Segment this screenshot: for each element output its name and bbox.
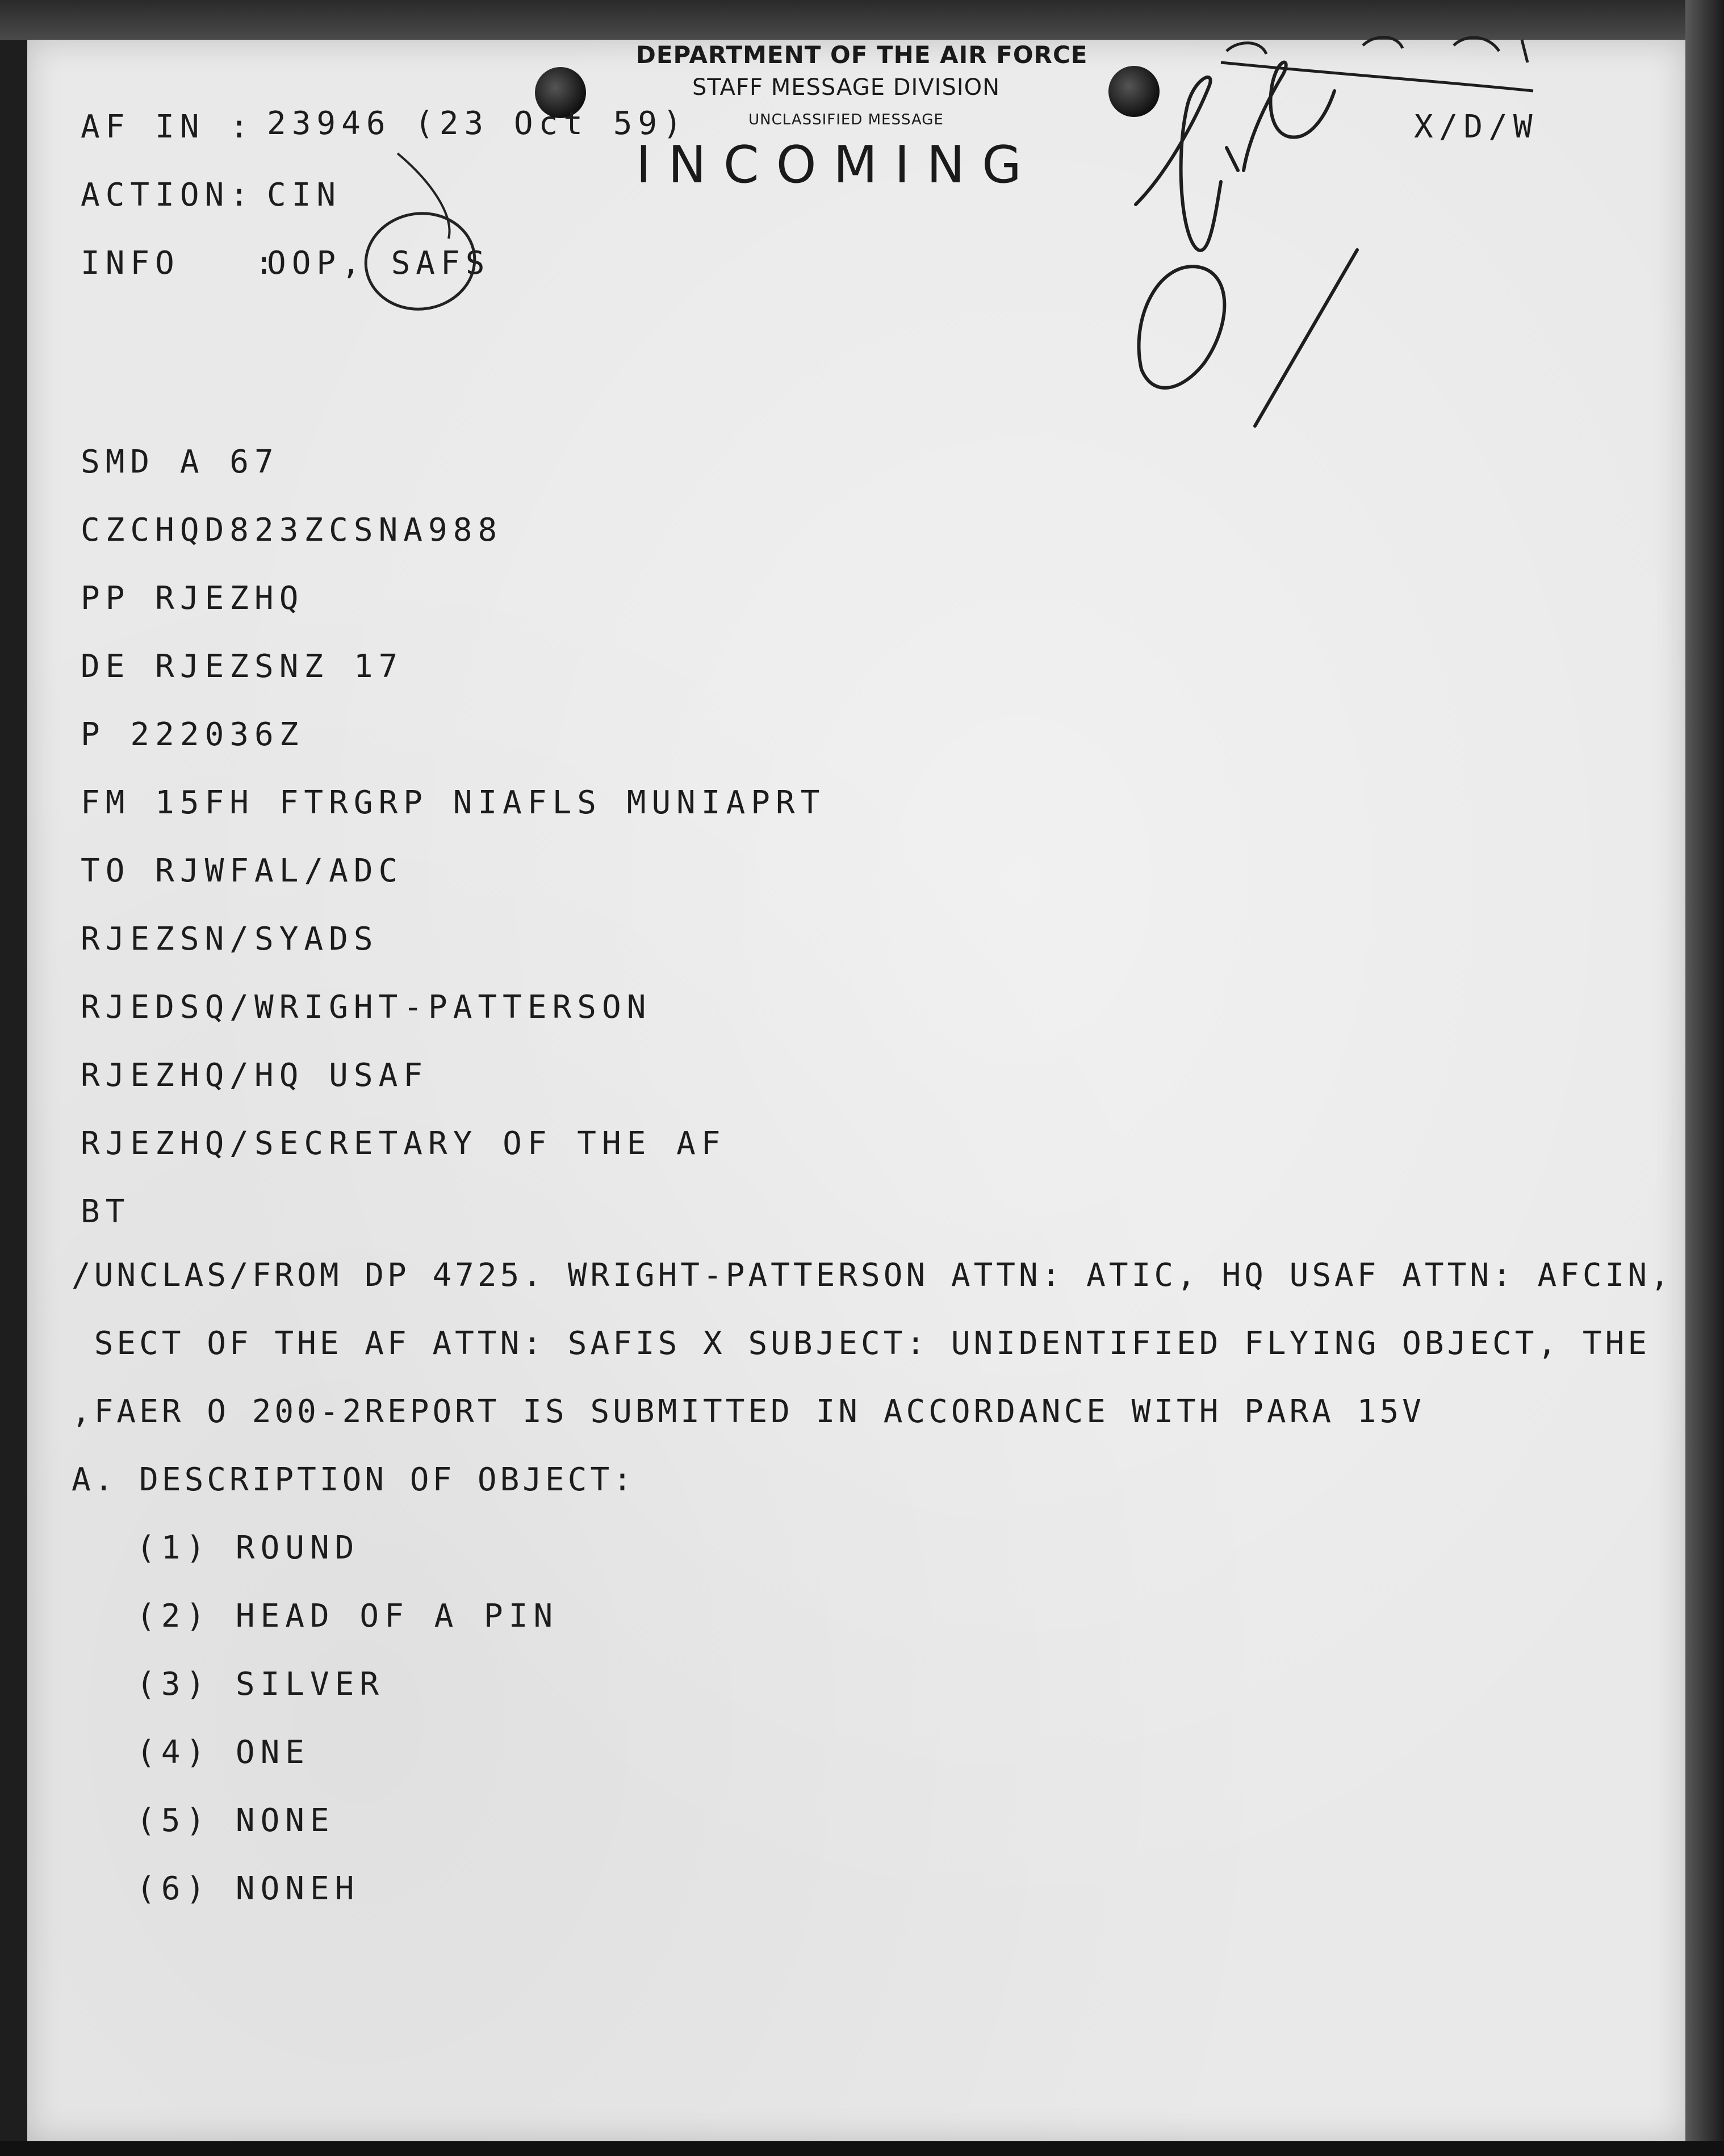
handwritten-top-digits (1227, 37, 1528, 62)
message-routing-line: CZCHQD823ZCSNA988 (81, 512, 503, 549)
info-value: OOP, SAFS (267, 245, 491, 282)
af-in-label: AF IN : (81, 108, 255, 145)
handwritten-one (1255, 250, 1357, 426)
handwritten-zero (1139, 266, 1225, 388)
message-routing-line: P 222036Z (81, 716, 304, 753)
description-item: (5) NONE (136, 1802, 335, 1839)
routing-code: X/D/W (1414, 108, 1538, 145)
description-item: (3) SILVER (136, 1666, 385, 1703)
message-body-line: SECT OF THE AF ATTN: SAFIS X SUBJECT: UNIDENTIFIED FLYING OBJECT, THE (72, 1325, 1651, 1362)
message-routing-line: BT (81, 1193, 131, 1230)
message-routing-line: PP RJEZHQ (81, 580, 304, 617)
message-body-line: A. DESCRIPTION OF OBJECT: (72, 1461, 635, 1498)
message-routing-line: DE RJEZSNZ 17 (81, 648, 404, 685)
letterhead-division: STAFF MESSAGE DIVISION (692, 74, 1001, 101)
af-in-number: 23946 (267, 105, 391, 142)
info-label: INFO : (81, 245, 279, 282)
handwritten-circle-safs (359, 206, 481, 316)
letterhead-incoming: INCOMING (636, 135, 1039, 195)
handwritten-circle-tail (397, 153, 450, 239)
message-routing-line: SMD A 67 (81, 444, 279, 480)
message-routing-line: RJEZHQ/HQ USAF (81, 1057, 429, 1094)
message-routing-line: FM 15FH FTRGRP NIAFLS MUNIAPRT (81, 784, 826, 821)
message-routing-line: RJEZHQ/SECRETARY OF THE AF (81, 1125, 726, 1162)
message-routing-line: RJEDSQ/WRIGHT-PATTERSON (81, 989, 652, 1026)
action-value: CIN (267, 177, 342, 214)
description-item: (2) HEAD OF A PIN (136, 1598, 559, 1635)
action-label: ACTION: (81, 177, 255, 214)
handwritten-top-line (1221, 62, 1533, 91)
letterhead-classification: UNCLASSIFIED MESSAGE (748, 111, 944, 128)
description-item: (4) ONE (136, 1734, 311, 1771)
handwritten-file-scribble (1136, 62, 1334, 250)
letterhead-department: DEPARTMENT OF THE AIR FORCE (636, 41, 1088, 69)
message-body-line: /UNCLAS/FROM DP 4725. WRIGHT-PATTERSON ATTN: ATIC, HQ USAF ATTN: AFCIN, (72, 1257, 1673, 1294)
af-in-date: (23 Oct 59) (415, 105, 688, 142)
message-body-line: ,FAER O 200-2REPORT IS SUBMITTED IN ACCORDANCE WITH PARA 15V (72, 1393, 1425, 1430)
description-item: (6) NONEH (136, 1870, 360, 1907)
description-item: (1) ROUND (136, 1530, 360, 1566)
message-routing-line: RJEZSN/SYADS (81, 921, 379, 958)
message-routing-line: TO RJWFAL/ADC (81, 853, 404, 889)
